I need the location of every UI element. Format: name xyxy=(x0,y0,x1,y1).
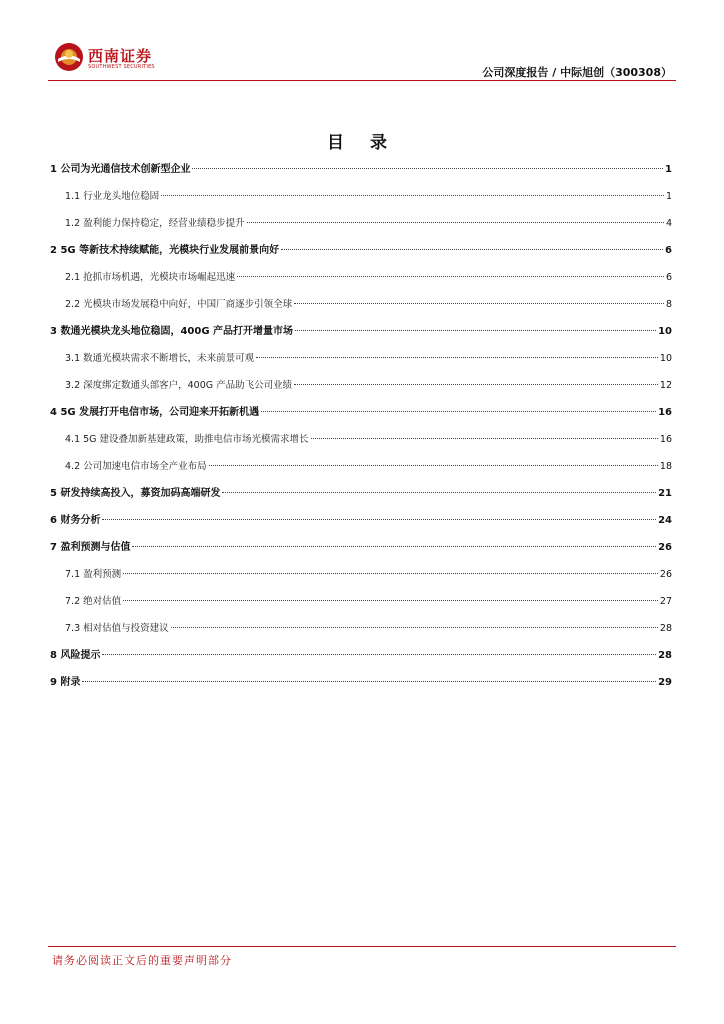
toc-entry-title: 3 数通光模块龙头地位稳固，400G 产品打开增量市场 xyxy=(50,326,294,337)
toc-entry-title: 2 5G 等新技术持续赋能，光模块行业发展前景向好 xyxy=(50,245,280,256)
toc-entry-page-number: 28 xyxy=(658,650,672,661)
toc-dot-leader xyxy=(294,384,658,385)
toc-entry-page-number: 18 xyxy=(659,461,672,472)
toc-entry-subsection[interactable] xyxy=(50,291,672,318)
toc-entry-page-number: 26 xyxy=(658,542,672,553)
toc-entry-page-number: 8 xyxy=(665,299,672,310)
toc-entry-title: 7.2 绝对估值 xyxy=(65,596,122,607)
table-of-contents xyxy=(50,156,672,696)
logo-chinese-name: 西南证券 xyxy=(88,47,153,65)
toc-entry-subsection[interactable] xyxy=(50,426,672,453)
toc-entry-title: 7.3 相对估值与投资建议 xyxy=(65,623,169,634)
toc-entry-title: 5 研发持续高投入，募资加码高端研发 xyxy=(50,488,221,499)
toc-dot-leader xyxy=(237,276,664,277)
toc-dot-leader xyxy=(102,654,656,655)
toc-entry-subsection[interactable] xyxy=(50,372,672,399)
toc-dot-leader xyxy=(247,222,664,223)
toc-entry-title: 6 财务分析 xyxy=(50,515,101,526)
toc-entry-title: 1.2 盈利能力保持稳定，经营业绩稳步提升 xyxy=(65,218,245,229)
toc-entry-subsection[interactable] xyxy=(50,588,672,615)
toc-entry-page-number: 1 xyxy=(665,164,672,175)
toc-title: 目 录 xyxy=(327,133,397,153)
toc-entry-page-number: 21 xyxy=(658,488,672,499)
toc-entry-page-number: 29 xyxy=(658,677,672,688)
toc-entry-title: 1.1 行业龙头地位稳固 xyxy=(65,191,160,202)
toc-entry-title: 7.1 盈利预测 xyxy=(65,569,122,580)
toc-dot-leader xyxy=(222,492,656,493)
toc-entry-section[interactable] xyxy=(50,507,672,534)
footer-disclaimer: 请务必阅读正文后的重要声明部分 xyxy=(52,954,232,967)
footer-divider xyxy=(48,946,676,947)
header-divider xyxy=(48,80,676,81)
toc-entry-page-number: 6 xyxy=(665,272,672,283)
toc-entry-title: 3.2 深度绑定数通头部客户，400G 产品助飞公司业绩 xyxy=(65,380,293,391)
toc-entry-section[interactable] xyxy=(50,318,672,345)
toc-entry-title: 2.2 光模块市场发展稳中向好，中国厂商逐步引领全球 xyxy=(65,299,293,310)
toc-dot-leader xyxy=(123,600,658,601)
toc-entry-section[interactable] xyxy=(50,642,672,669)
toc-entry-section[interactable] xyxy=(50,156,672,183)
toc-entry-title: 8 风险提示 xyxy=(50,650,101,661)
toc-entry-page-number: 24 xyxy=(658,515,672,526)
toc-entry-title: 4.2 公司加速电信市场全产业布局 xyxy=(65,461,207,472)
toc-dot-leader xyxy=(123,573,658,574)
toc-dot-leader xyxy=(161,195,664,196)
toc-entry-page-number: 1 xyxy=(665,191,672,202)
toc-entry-page-number: 16 xyxy=(658,407,672,418)
toc-entry-section[interactable] xyxy=(50,534,672,561)
toc-entry-subsection[interactable] xyxy=(50,561,672,588)
toc-entry-subsection[interactable] xyxy=(50,615,672,642)
toc-entry-title: 1 公司为光通信技术创新型企业 xyxy=(50,164,191,175)
toc-entry-title: 2.1 抢抓市场机遇，光模块市场崛起迅速 xyxy=(65,272,236,283)
toc-entry-page-number: 28 xyxy=(659,623,672,634)
toc-entry-page-number: 27 xyxy=(659,596,672,607)
toc-dot-leader xyxy=(82,681,656,682)
toc-entry-section[interactable] xyxy=(50,399,672,426)
toc-entry-page-number: 6 xyxy=(665,245,672,256)
toc-dot-leader xyxy=(256,357,658,358)
toc-dot-leader xyxy=(311,438,658,439)
toc-entry-page-number: 16 xyxy=(659,434,672,445)
toc-entry-section[interactable] xyxy=(50,480,672,507)
report-identifier: 公司深度报告 / 中际旭创（300308） xyxy=(482,66,672,79)
toc-entry-section[interactable] xyxy=(50,237,672,264)
toc-dot-leader xyxy=(295,330,656,331)
toc-entry-subsection[interactable] xyxy=(50,345,672,372)
logo-english-name: SOUTHWEST SECURITIES xyxy=(88,64,155,70)
toc-entry-title: 9 附录 xyxy=(50,677,81,688)
toc-entry-title: 4 5G 发展打开电信市场，公司迎来开拓新机遇 xyxy=(50,407,260,418)
toc-entry-page-number: 26 xyxy=(659,569,672,580)
company-logo xyxy=(54,42,164,76)
toc-dot-leader xyxy=(132,546,656,547)
toc-dot-leader xyxy=(209,465,658,466)
toc-entry-page-number: 4 xyxy=(665,218,672,229)
toc-entry-subsection[interactable] xyxy=(50,453,672,480)
toc-dot-leader xyxy=(102,519,656,520)
toc-entry-subsection[interactable] xyxy=(50,210,672,237)
toc-entry-title: 4.1 5G 建设叠加新基建政策，助推电信市场光模需求增长 xyxy=(65,434,309,445)
toc-entry-page-number: 12 xyxy=(659,380,672,391)
toc-entry-title: 3.1 数通光模块需求不断增长，未来前景可观 xyxy=(65,353,255,364)
toc-entry-subsection[interactable] xyxy=(50,264,672,291)
logo-emblem-icon xyxy=(54,42,84,72)
toc-entry-page-number: 10 xyxy=(659,353,672,364)
toc-dot-leader xyxy=(192,168,663,169)
toc-dot-leader xyxy=(261,411,656,412)
toc-entry-subsection[interactable] xyxy=(50,183,672,210)
toc-entry-page-number: 10 xyxy=(658,326,672,337)
toc-entry-section[interactable] xyxy=(50,669,672,696)
toc-dot-leader xyxy=(171,627,658,628)
toc-dot-leader xyxy=(281,249,663,250)
toc-dot-leader xyxy=(294,303,664,304)
toc-entry-title: 7 盈利预测与估值 xyxy=(50,542,131,553)
